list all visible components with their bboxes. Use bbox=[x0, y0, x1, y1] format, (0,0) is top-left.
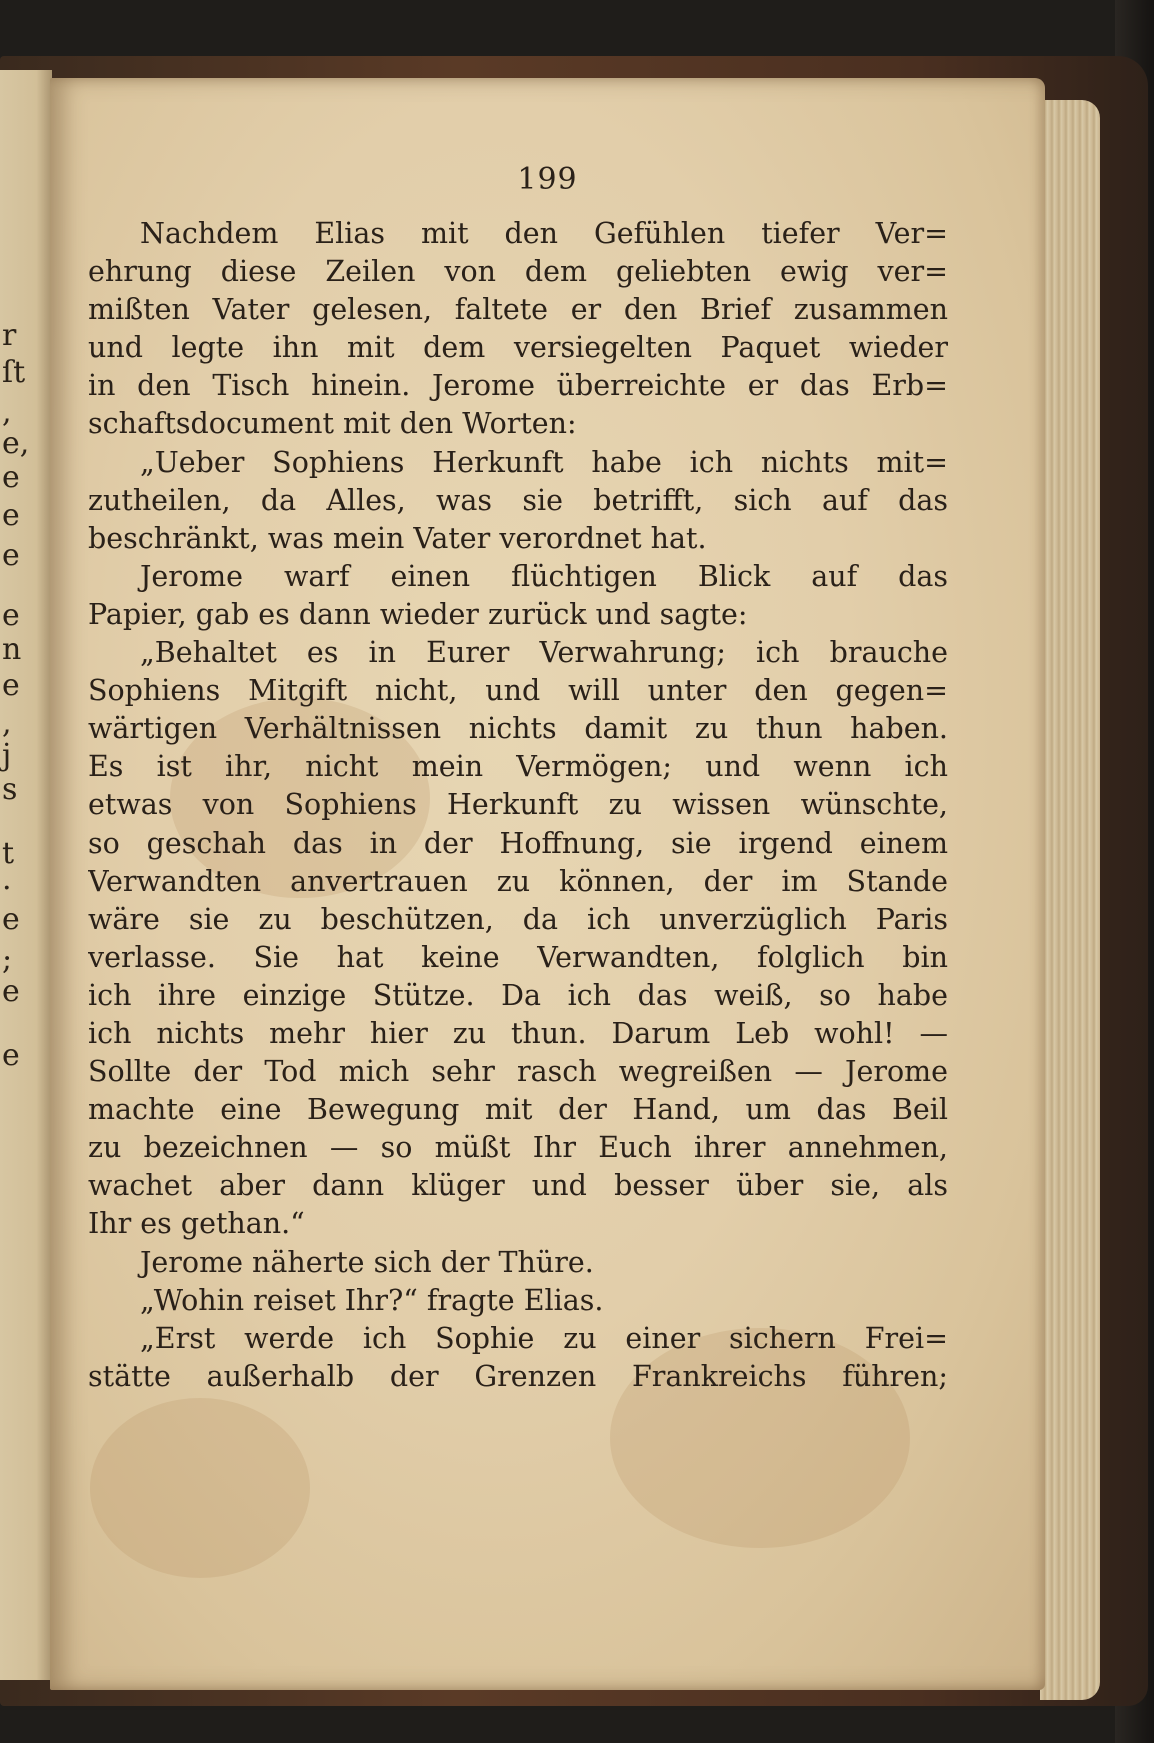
text-line: Jerome warf einen flüchtigen Blick auf das bbox=[140, 559, 948, 593]
previous-page-fragment: n bbox=[2, 632, 22, 667]
text-line: zutheilen, da Alles, was sie betrifft, sich auf das bbox=[88, 483, 948, 517]
text-line: zu bezeichnen — so müßt Ihr Euch ihrer annehmen, bbox=[88, 1131, 948, 1165]
previous-page-fragment: t bbox=[2, 836, 15, 871]
text-line: „Ueber Sophiens Herkunft habe ich nichts mit= bbox=[140, 445, 948, 479]
previous-page-fragment: ſt bbox=[2, 355, 26, 390]
page-number: 199 bbox=[517, 162, 578, 197]
previous-page-fragment: j bbox=[2, 738, 12, 773]
text-line: schaftsdocument mit den Worten: bbox=[88, 407, 577, 441]
text-line: „Behaltet es in Eurer Verwahrung; ich brauche bbox=[140, 636, 948, 670]
previous-page-fragment: r bbox=[2, 318, 17, 353]
body-text bbox=[88, 215, 948, 1396]
text-line: in den Tisch hinein. Jerome überreichte er das Erb= bbox=[88, 369, 948, 403]
text-line: Papier, gab es dann wieder zurück und sagte: bbox=[88, 597, 748, 631]
text-line: Verwandten anvertrauen zu können, der im Stande bbox=[88, 864, 948, 898]
text-line: machte eine Bewegung mit der Hand, um das Beil bbox=[88, 1093, 948, 1127]
previous-page-sliver bbox=[0, 70, 52, 1680]
text-line: wärtigen Verhältnissen nichts damit zu thun haben. bbox=[88, 712, 948, 746]
previous-page-fragment: e bbox=[2, 668, 20, 703]
text-line: „Wohin reiset Ihr?“ fragte Elias. bbox=[140, 1283, 604, 1317]
text-line: wäre sie zu beschützen, da ich unverzüglich Paris bbox=[88, 902, 948, 936]
previous-page-fragment: e bbox=[2, 538, 20, 573]
text-line: und legte ihn mit dem versiegelten Paquet wieder bbox=[88, 331, 948, 365]
text-line: stätte außerhalb der Grenzen Frankreichs führen; bbox=[88, 1359, 948, 1393]
text-line: so geschah das in der Hoffnung, sie irgend einem bbox=[88, 826, 948, 860]
previous-page-fragment: e bbox=[2, 902, 20, 937]
text-line: beschränkt, was mein Vater verordnet hat. bbox=[88, 521, 707, 555]
text-line: Es ist ihr, nicht mein Vermögen; und wenn ich bbox=[88, 750, 948, 784]
text-line: wachet aber dann klüger und besser über sie, als bbox=[88, 1169, 948, 1203]
previous-page-fragment: s bbox=[2, 772, 18, 807]
previous-page-fragment: e bbox=[2, 498, 20, 533]
text-line: ich nichts mehr hier zu thun. Darum Leb wohl! — bbox=[88, 1016, 948, 1050]
page-edges bbox=[1040, 100, 1100, 1700]
text-line: Ihr es gethan.“ bbox=[88, 1207, 305, 1241]
previous-page-fragment: , bbox=[2, 706, 12, 741]
previous-page-fragment: e bbox=[2, 1038, 20, 1073]
previous-page-fragment: . bbox=[2, 862, 12, 897]
previous-page-fragment: e bbox=[2, 598, 20, 633]
text-line: Jerome näherte sich der Thüre. bbox=[140, 1245, 594, 1279]
book-page bbox=[50, 78, 1045, 1690]
text-line: „Erst werde ich Sophie zu einer sichern Frei= bbox=[140, 1321, 948, 1355]
previous-page-fragment: e, bbox=[2, 426, 30, 461]
paper-stain bbox=[90, 1398, 310, 1578]
previous-page-fragment: e bbox=[2, 460, 20, 495]
text-line: verlasse. Sie hat keine Verwandten, folglich bin bbox=[88, 940, 948, 974]
previous-page-fragment: ; bbox=[2, 942, 13, 977]
text-line: etwas von Sophiens Herkunft zu wissen wünschte, bbox=[88, 788, 948, 822]
previous-page-fragment: e bbox=[2, 974, 20, 1009]
text-line: ich ihre einzige Stütze. Da ich das weiß, so habe bbox=[88, 978, 948, 1012]
text-line: mißten Vater gelesen, faltete er den Brief zusammen bbox=[88, 293, 948, 327]
previous-page-fragment: , bbox=[2, 395, 12, 430]
text-line: Nachdem Elias mit den Gefühlen tiefer Ver= bbox=[140, 217, 948, 250]
text-line: Sollte der Tod mich sehr rasch wegreißen — Jerome bbox=[88, 1055, 948, 1089]
text-line: Sophiens Mitgift nicht, und will unter den gegen= bbox=[88, 674, 948, 708]
text-line: ehrung diese Zeilen von dem geliebten ewig ver= bbox=[88, 255, 948, 289]
